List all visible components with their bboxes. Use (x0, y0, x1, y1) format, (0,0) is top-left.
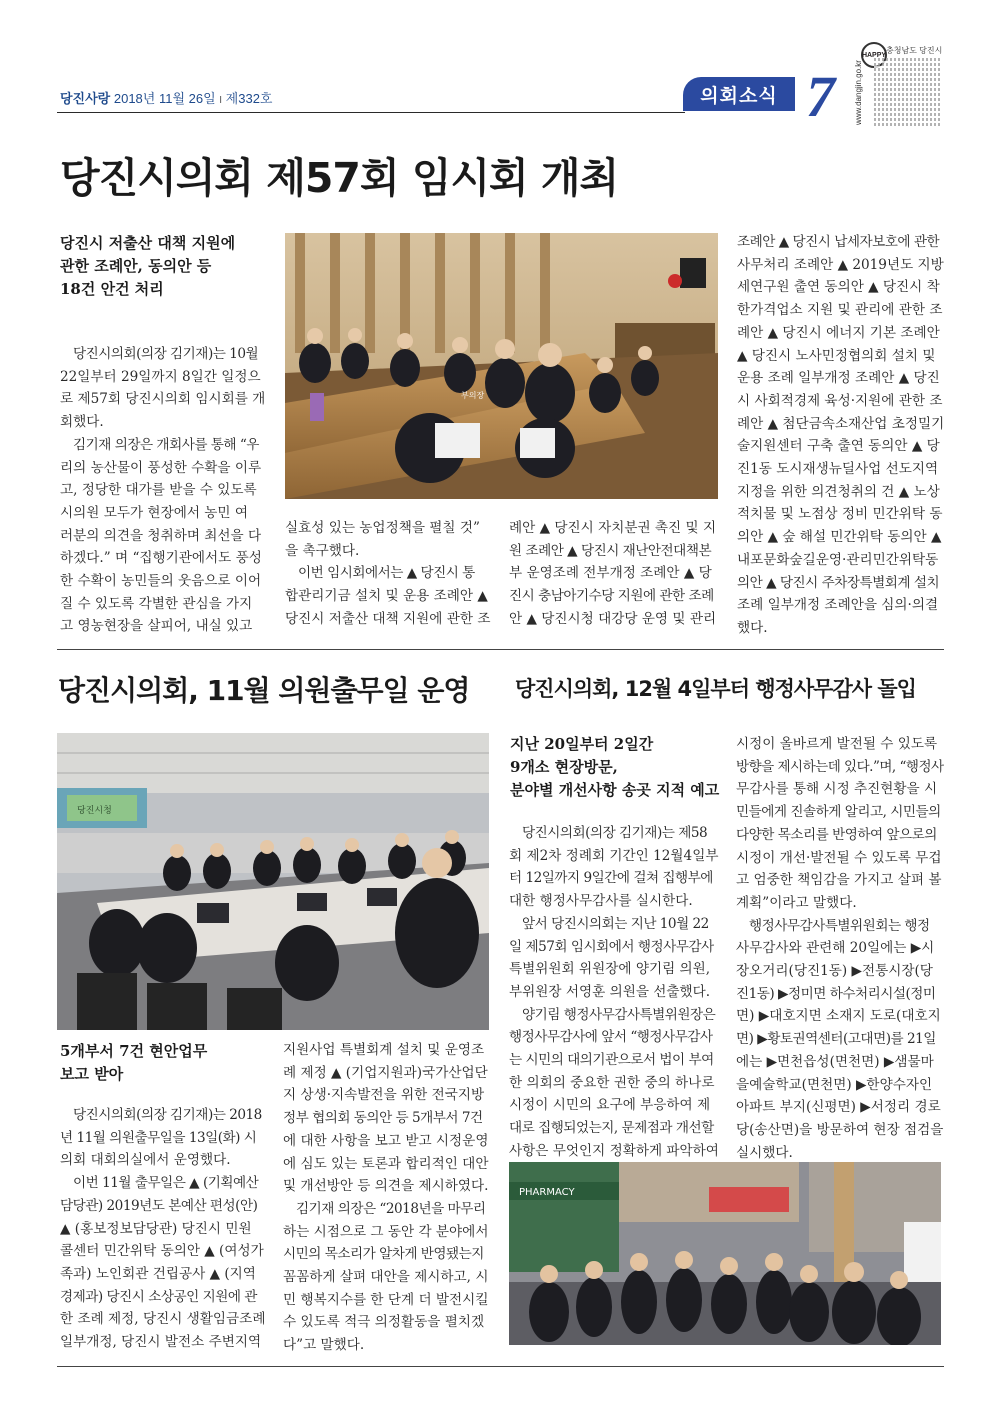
paragraph (285, 562, 490, 630)
footer-rule (57, 1366, 944, 1367)
paragraph (509, 1004, 719, 1163)
text-line: 정부 협의회 동의안 등 5개부서 7건 (283, 1110, 483, 1127)
text-line: 시 사회적경제 육성·지원에 관한 조 (737, 392, 943, 409)
text-line: 실효성 있는 농업정책을 펼칠 것” (285, 520, 480, 536)
paragraph (736, 915, 944, 1165)
text-line: 운용 조례 일부개정 조례안 ▲ 당진 (737, 370, 940, 387)
paper-name: 당진사랑 (60, 91, 111, 106)
text-line: 이번 임시회에서는 ▲ 당진시 통 (298, 565, 475, 582)
paragraph (60, 343, 265, 434)
photo-sign: PHARMACY (519, 1187, 575, 1198)
text-line: 로 제57회 당진시의회 임시회를 개 (60, 391, 266, 408)
article1-subhead (60, 232, 270, 301)
text-line: 일 제57회 임시회에서 행정사무감사 (509, 938, 714, 955)
text-line: 원 조례안 ▲ 당진시 재난안전대책본 (509, 542, 712, 559)
text-line: 김기재 의장은 개회사를 통해 “우 (73, 436, 259, 453)
text-line: 조례 일부개정 조례안을 심의·의결 (737, 597, 939, 614)
text-line: 한 의회의 중요한 권한 중의 하나로 (509, 1074, 715, 1091)
text-line: 당진시의회(의장 김기재)는 2018 (73, 1107, 262, 1123)
text-line: 진1동 도시재생뉴딜사업 선도지역 (737, 461, 939, 478)
text-line: 조례안 ▲ 당진시 납세자보호에 관한 (737, 234, 940, 250)
article1-col4 (737, 231, 944, 640)
text-line: 당(송산면)을 방문하여 현장 점검을 (736, 1121, 944, 1138)
text-line: 지원사업 특별회계 설치 및 운영조 (283, 1042, 485, 1058)
article1-col1 (60, 343, 265, 638)
text-line: 진시 충남아기수당 지원에 관한 조례 (509, 588, 714, 605)
text-line: 특별위원회 위원장에 양기림 의원, (509, 961, 711, 978)
text-line: 아파트 부지(신평면) ▶서정리 경로 (736, 1099, 941, 1116)
text-line: 한 조례 제정, 당진시 생활임금조례 (60, 1311, 266, 1328)
text-line: 시정이 올바르게 발전될 수 있도록 (736, 736, 938, 752)
text-line: 부위원장 서영훈 의원을 선출했다. (509, 983, 711, 1000)
text-line: 합관리기금 설치 및 운용 조례안 ▲ (285, 588, 488, 605)
text-line: 부 운영조례 전부개정 조례안 ▲ 당 (509, 565, 712, 582)
subhead-line: 관한 조례안, 동의안 등 (60, 257, 212, 275)
text-line: 민들에게 진솔하게 알리고, 시민들의 (736, 804, 941, 821)
city-logo: HAPPY (861, 42, 887, 68)
paragraph (509, 913, 719, 1004)
article2-col1 (60, 1104, 265, 1354)
text-line: 양기림 행정사무감사특별위원장은 (522, 1006, 716, 1023)
text-line: 일부개정, 당진시 발전소 주변지역 (60, 1334, 262, 1351)
text-line: 안 ▲ 당진시청 대강당 운영 및 관리 (509, 610, 717, 627)
text-line: 담당관) 2019년도 본예산 편성(안) (60, 1197, 258, 1214)
text-line: 면) ▶대호지면 소재지 도로(대호지 (736, 1008, 941, 1025)
text-line: 시의원 모두가 현장에서 농민 여 (60, 504, 248, 521)
text-line: 방향을 제시하는데 있다.”며, “행정사 (736, 758, 944, 775)
text-line: 에 대한 사항을 보고 받고 시정운영 (283, 1132, 489, 1149)
text-line: 민 행복지수를 한 단계 더 발전시킬 (283, 1291, 489, 1308)
text-line: 대한 행정사무감사를 실시한다. (509, 893, 693, 910)
text-line: 시정이 개선·발전될 수 있도록 무겁 (736, 849, 942, 866)
text-line: 내포문화숲길운영·관리민간위탁동 (737, 551, 939, 568)
text-line: 하는 시점으로 그 동안 각 분야에서 (283, 1223, 489, 1240)
text-line: 다”고 말했다. (283, 1337, 365, 1354)
header-separator: I (219, 95, 223, 106)
text-line: 및 개선방안 등 의견을 제시하였다. (283, 1178, 489, 1195)
article2-subhead (60, 1040, 270, 1086)
text-line: 시민의 목소리가 알차게 반영됐는지 (283, 1246, 484, 1263)
site-visit-photo (509, 1162, 941, 1345)
text-line: 에는 ▶면천읍성(면천면) ▶샘물마 (736, 1053, 934, 1070)
text-line: 의회 대회의실에서 운영했다. (60, 1152, 231, 1169)
text-line: 러분의 의견을 청취하며 최선을 다 (60, 527, 262, 544)
text-line: 회 제2차 정례회 기간인 12월4일부 (509, 847, 719, 864)
council-meeting-photo (57, 733, 489, 1030)
masthead (60, 88, 272, 107)
article1-col3 (509, 517, 719, 631)
text-line: 의안 ▲ 숲 해설 민간위탁 동의안 ▲ (737, 529, 942, 546)
text-line: 지정을 위한 의견청취의 건 ▲ 노상 (737, 483, 940, 500)
text-line: 례안 ▲ 당진시 에너지 기본 조례안 (737, 324, 940, 341)
text-line: 당진시 저출산 대책 지원에 관한 조 (285, 610, 491, 627)
text-line: 계획”이라고 말했다. (736, 894, 857, 911)
paragraph (509, 822, 719, 913)
text-line: 경제과) 당진시 소상공인 지원에 관 (60, 1288, 257, 1305)
text-line: 사무감사와 관련해 20일에는 ▶시 (736, 940, 935, 957)
page-number: 7 (806, 64, 835, 129)
text-line: 무감사를 통해 시정 추진현황을 시 (736, 781, 938, 798)
text-line: 수 있도록 적극 의정활동을 펼치겠 (283, 1314, 485, 1331)
section-divider (57, 649, 944, 650)
text-line: 지 상생·지속발전을 위한 전국지방 (283, 1087, 485, 1104)
text-line: 적치물 및 노점상 정비 민간위탁 동 (737, 506, 943, 523)
text-line: 진1동) ▶정미면 하수처리시설(정미 (736, 985, 936, 1002)
paragraph (283, 1039, 489, 1198)
photo-sign: 부의장 (461, 391, 485, 400)
text-line: 족과) 노인회관 건립공사 ▲ (지역 (60, 1265, 256, 1282)
subhead-line: 5개부서 7건 현안업무 (60, 1042, 208, 1060)
qr-code-icon (874, 58, 942, 126)
article3-title: 당진시의회, 12월 4일부터 행정사무감사 돌입 (515, 677, 916, 701)
text-line: 면) ▶황토권역센터(고대면)를 21일 (736, 1031, 936, 1048)
city-name: 충청남도 당진시 (886, 46, 943, 55)
paragraph (509, 517, 719, 631)
text-line: 이번 11월 출무일은 ▲ (기획예산 (73, 1175, 259, 1192)
text-line: 사무처리 조례안 ▲ 2019년도 지방 (737, 256, 944, 273)
text-line: 행정사무감사특별위원회는 행정 (749, 917, 930, 934)
header-rule (57, 112, 685, 113)
text-line: 는 시민의 대의기관으로서 법이 부여 (509, 1052, 714, 1069)
text-line: 터 12일까지 9일간에 걸쳐 집행부에 (509, 870, 713, 887)
text-line: 술지원센터 구축 출연 동의안 ▲ 당 (737, 438, 940, 455)
text-line: 을 촉구했다. (285, 542, 360, 559)
article2-title: 당진시의회, 11월 의원출무일 운영 (58, 674, 470, 707)
article3-col2 (736, 733, 944, 1164)
article3-col1 (509, 822, 719, 1163)
article1-col2 (285, 517, 490, 631)
city-url: www.dangjin.go.kr (854, 60, 863, 125)
paragraph (60, 1104, 265, 1172)
text-line: 실시했다. (736, 1144, 793, 1161)
text-line: 했다. (737, 619, 768, 636)
text-line: 고 영농현장을 살피어, 내실 있고 (60, 618, 253, 635)
issue-date: 2018년 11월 26일 (113, 91, 216, 106)
text-line: 년 11월 의원출무일을 13일(화) 시 (60, 1129, 257, 1146)
subhead-line: 18건 안건 처리 (60, 280, 164, 298)
text-line: 행정사무감사에 앞서 “행정사무감사 (509, 1029, 713, 1046)
article2-col2 (283, 1039, 489, 1357)
text-line: 22일부터 29일까지 8일간 일정으 (60, 368, 261, 385)
text-line: 의안 ▲ 당진시 주차장특별회계 설치 (737, 574, 940, 591)
section-tab: 의회소식 (683, 77, 795, 111)
text-line: 앞서 당진시의회는 지난 10월 22 (522, 915, 709, 932)
text-line: ▲ 당진시 노사민정협의회 설치 및 (737, 347, 936, 364)
text-line: 당진시의회(의장 김기재)는 제58 (522, 825, 708, 841)
paragraph (737, 231, 944, 640)
subhead-line: 분야별 개선사항 송곳 지적 예고 (510, 781, 720, 799)
subhead-line: 9개소 현장방문, (510, 758, 618, 776)
text-line: 회했다. (60, 414, 104, 431)
assembly-session-photo (285, 233, 718, 499)
issue-number: 제332호 (225, 91, 273, 106)
text-line: 하겠다.” 며 “집행기관에서도 풍성 (60, 550, 262, 567)
paragraph (736, 733, 944, 915)
text-line: 한 수확이 농민들의 웃음으로 이어 (60, 573, 262, 590)
text-line: 콜센터 민간위탁 동의안 ▲ (여성가 (60, 1243, 264, 1260)
text-line: 에 심도 있는 토론과 합리적인 대안 (283, 1155, 489, 1172)
text-line: 대로 집행되었는지, 문제점과 개선할 (509, 1120, 714, 1137)
text-line: 고, 정당한 대가를 받을 수 있도록 (60, 482, 257, 499)
text-line: 례안 ▲ 당진시 자치분권 촉진 및 지 (509, 520, 717, 536)
text-line: 장오거리(당진1동) ▶전통시장(당 (736, 963, 933, 980)
paragraph (60, 434, 265, 638)
text-line: 시정이 시민의 요구에 부응하여 제 (509, 1097, 711, 1114)
text-line: 꼼꼼하게 살펴 대안을 제시하고, 시 (283, 1269, 489, 1286)
text-line: 리의 농산물이 풍성한 수확을 이루 (60, 459, 262, 476)
text-line: 질 수 있도록 각별한 관심을 가지 (60, 595, 253, 612)
subhead-line: 지난 20일부터 2일간 (510, 735, 654, 753)
text-line: 례 제정 ▲ (기업지원과)국가산업단 (283, 1064, 488, 1081)
text-line: ▲ (홍보정보담당관) 당진시 민원 (60, 1220, 252, 1237)
article3-subhead (510, 733, 720, 802)
subhead-line: 당진시 저출산 대책 지원에 (60, 234, 236, 252)
text-line: 세연구원 출연 동의안 ▲ 당진시 착 (737, 279, 940, 296)
text-line: 김기재 의장은 “2018년을 마무리 (296, 1200, 486, 1217)
text-line: 례안 ▲ 첨단금속소재산업 초정밀기 (737, 415, 945, 432)
photo-sign: 당진시청 (77, 806, 112, 816)
paragraph (283, 1198, 489, 1357)
text-line: 고 엄중한 책임감을 가지고 살펴 볼 (736, 872, 942, 889)
article1-title: 당진시의회 제57회 임시회 개최 (60, 154, 619, 202)
paragraph (60, 1172, 265, 1354)
text-line: 당진시의회(의장 김기재)는 10월 (73, 346, 259, 362)
paragraph (285, 517, 490, 562)
text-line: 한가격업소 지원 및 관리에 관한 조 (737, 302, 943, 319)
subhead-line: 보고 받아 (60, 1065, 124, 1083)
text-line: 사항은 무엇인지 정확하게 파악하여 (509, 1142, 719, 1159)
text-line: 다양한 목소리를 반영하여 앞으로의 (736, 826, 937, 843)
text-line: 을예술학교(면천면) ▶한양수자인 (736, 1076, 933, 1093)
